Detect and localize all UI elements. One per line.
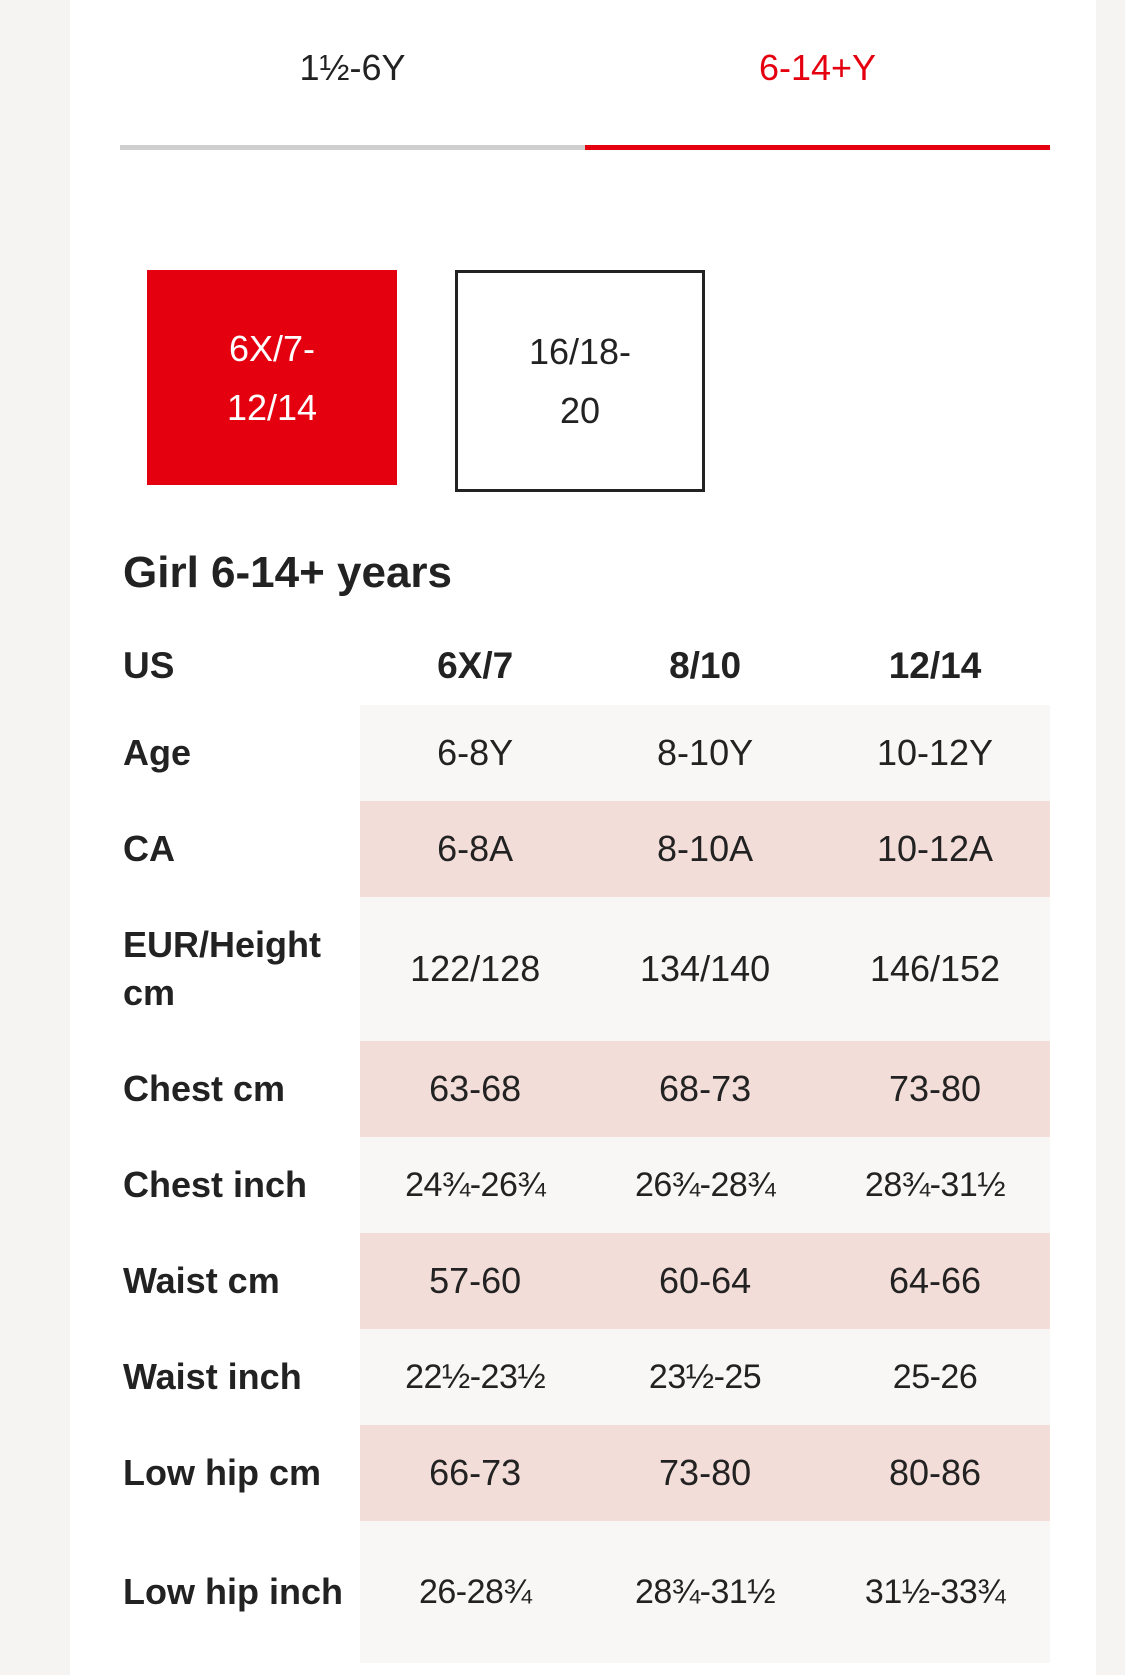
table-row-ca — [123, 801, 1050, 897]
size-range-line2: 12/14 — [226, 386, 318, 428]
size-range-line2: 20 — [559, 390, 601, 431]
table-row-age — [123, 705, 1050, 801]
row-label: Waist cm — [123, 1233, 360, 1329]
column-header: 12/14 — [888, 645, 982, 686]
tab-underline-active — [585, 145, 1050, 150]
table-row-low-hip-inch — [123, 1521, 1050, 1663]
table-cell: 122/128 — [360, 897, 590, 1041]
row-label: Low hip cm — [123, 1425, 360, 1521]
table-cell: 57-60 — [360, 1233, 590, 1329]
tab-underline — [120, 145, 585, 150]
table-row-waist-inch — [123, 1329, 1050, 1425]
table-cell: 68-73 — [590, 1041, 820, 1137]
tab-label: 6-14+Y — [758, 47, 877, 88]
table-row-waist-cm — [123, 1233, 1050, 1329]
table-cell: 64-66 — [820, 1233, 1050, 1329]
table-cell: 8-10Y — [590, 705, 820, 801]
row-label: Chest cm — [123, 1041, 360, 1137]
table-cell: 10-12Y — [820, 705, 1050, 801]
table-cell: 28¾-31½ — [820, 1137, 1050, 1233]
table-row-chest-cm — [123, 1041, 1050, 1137]
table-cell: 24¾-26¾ — [360, 1137, 590, 1233]
row-label: Low hip inch — [123, 1521, 360, 1663]
table-cell: 73-80 — [590, 1425, 820, 1521]
size-range-16-18-20-button[interactable] — [455, 270, 705, 492]
table-cell: 8-10A — [590, 801, 820, 897]
table-cell: 31½-33¾ — [820, 1521, 1050, 1663]
size-range-line1: 16/18- — [528, 331, 632, 372]
table-cell: 22½-23½ — [360, 1329, 590, 1425]
tab-1-6y[interactable] — [120, 0, 585, 150]
table-row-chest-inch — [123, 1137, 1050, 1233]
table-cell: 26-28¾ — [360, 1521, 590, 1663]
size-guide-panel — [70, 0, 1096, 1675]
table-cell: 134/140 — [590, 897, 820, 1041]
table-cell: 66-73 — [360, 1425, 590, 1521]
tab-label: 1½-6Y — [299, 47, 406, 88]
row-label: EUR/Height cm — [123, 897, 360, 1041]
table-row-low-hip-cm — [123, 1425, 1050, 1521]
table-cell: 10-12A — [820, 801, 1050, 897]
age-range-tabs — [120, 0, 1050, 150]
table-cell: 146/152 — [820, 897, 1050, 1041]
table-cell: 63-68 — [360, 1041, 590, 1137]
column-header: 8/10 — [669, 645, 742, 686]
size-range-line1: 6X/7- — [228, 327, 316, 369]
table-cell: 25-26 — [820, 1329, 1050, 1425]
table-cell: 80-86 — [820, 1425, 1050, 1521]
size-chart-title: Girl 6-14+ years — [123, 548, 453, 597]
row-label: Age — [123, 705, 360, 801]
size-range-6x7-12-14-button[interactable] — [147, 270, 397, 485]
table-cell: 23½-25 — [590, 1329, 820, 1425]
column-header: 6X/7 — [437, 645, 514, 686]
table-cell: 26¾-28¾ — [590, 1137, 820, 1233]
table-cell: 6-8A — [360, 801, 590, 897]
table-cell: 6-8Y — [360, 705, 590, 801]
table-row-eur-height — [123, 897, 1050, 1041]
size-chart-table — [123, 627, 1050, 1663]
row-label: Chest inch — [123, 1137, 360, 1233]
table-header-row — [123, 627, 1050, 705]
table-cell: 73-80 — [820, 1041, 1050, 1137]
table-cell: 28¾-31½ — [590, 1521, 820, 1663]
header-label: US — [123, 627, 360, 705]
row-label: Waist inch — [123, 1329, 360, 1425]
table-cell: 60-64 — [590, 1233, 820, 1329]
tab-6-14y[interactable] — [585, 0, 1050, 150]
row-label: CA — [123, 801, 360, 897]
